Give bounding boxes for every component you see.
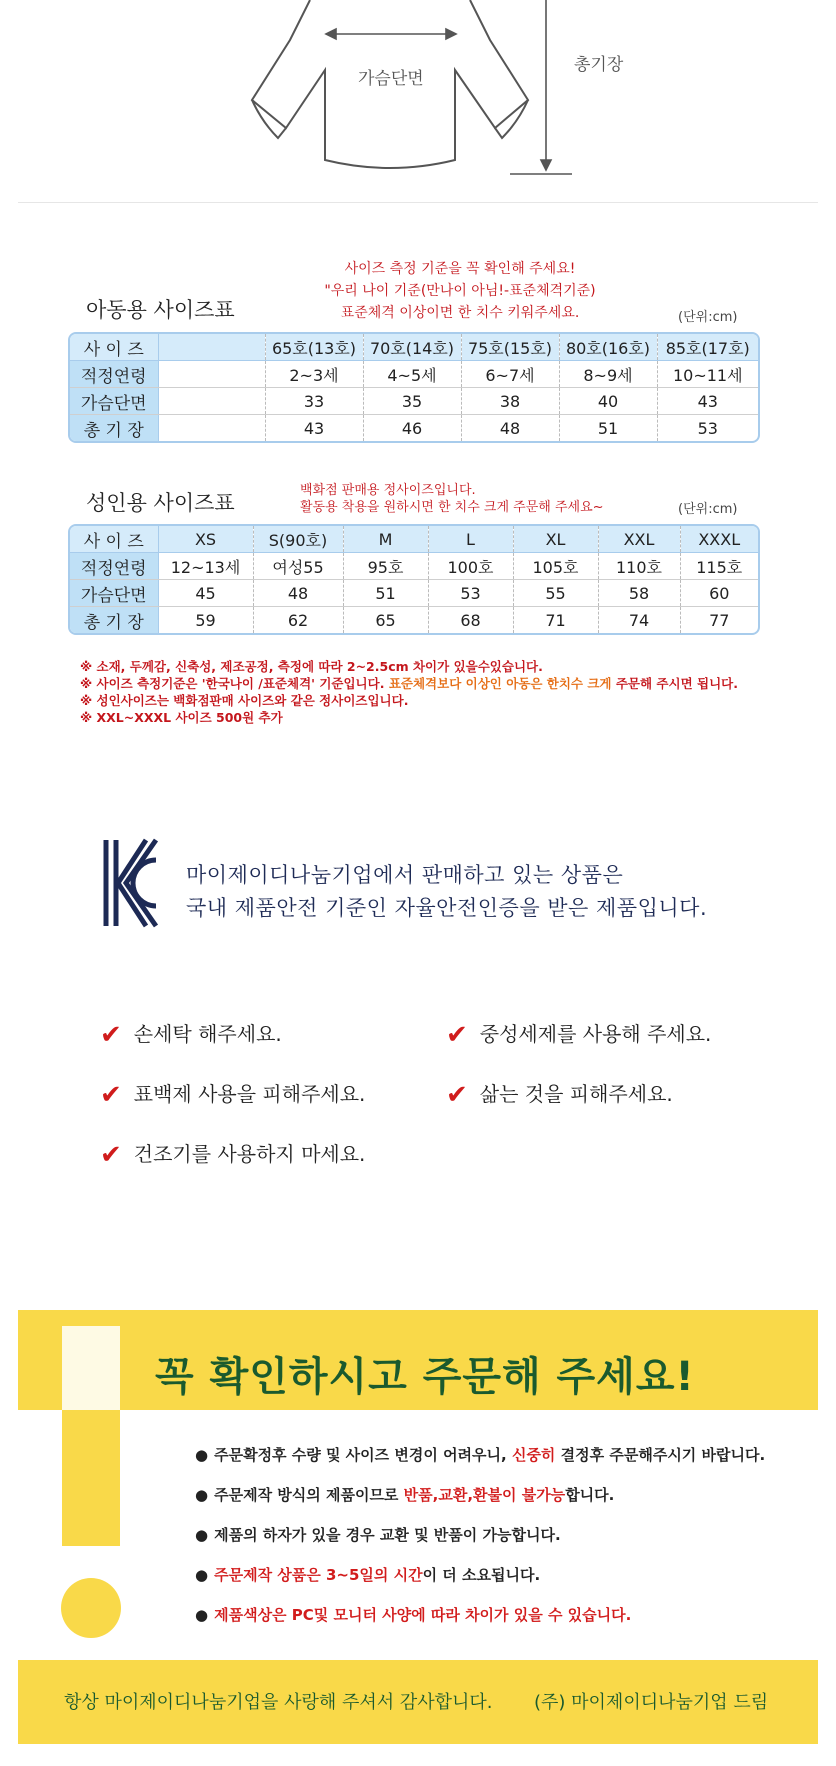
notice-highlight: 반품,교환,환불이 불가능 [403, 1486, 566, 1504]
notice-item [195, 1604, 631, 1625]
table-cell: 74 [598, 607, 680, 634]
footnote-part: ※ 사이즈 측정기준은 '한국나이 /표준체격' 기준입니다. [80, 676, 389, 691]
blank-cell [158, 361, 265, 388]
kids-size-table [70, 334, 758, 441]
row-header: 적정연령 [70, 553, 158, 580]
kids-notice-line: 사이즈 측정 기준을 꼭 확인해 주세요! [344, 261, 576, 277]
size-header: 85호(17호) [657, 334, 758, 361]
adult-notice-line: 활동용 착용을 원하시면 한 치수 크게 주문해 주세요~ [300, 500, 604, 515]
table-cell: 105호 [513, 553, 598, 580]
size-header: XS [158, 526, 253, 553]
care-item [100, 1138, 365, 1170]
blank-cell [158, 415, 265, 442]
chest-arrow [326, 29, 456, 39]
row-header: 총 기 장 [70, 415, 158, 442]
table-cell: 8~9세 [559, 361, 657, 388]
adult-size-title: 성인용 사이즈표 [86, 491, 235, 515]
checkmark-icon: ✔ [100, 1020, 122, 1050]
table-cell: 45 [158, 580, 253, 607]
table-cell: 46 [363, 415, 461, 442]
notice-text: 결정후 주문해주시기 바랍니다. [555, 1446, 766, 1464]
table-row [70, 388, 758, 415]
table-cell: 59 [158, 607, 253, 634]
notice-highlight: 제품색상은 PC및 모니터 사양에 따라 차이가 있을 수 있습니다. [214, 1606, 632, 1624]
table-row [70, 334, 758, 361]
size-header: XL [513, 526, 598, 553]
table-cell: 71 [513, 607, 598, 634]
table-row [70, 415, 758, 442]
table-cell: 12~13세 [158, 553, 253, 580]
row-header: 사 이 즈 [70, 526, 158, 553]
notice-title: 꼭 확인하시고 주문해 주세요! [155, 1354, 695, 1400]
table-cell: 40 [559, 388, 657, 415]
table-cell: 48 [461, 415, 559, 442]
kc-line-2: 국내 제품안전 기준인 자율안전인증을 받은 제품입니다. [186, 896, 708, 920]
care-label: 중성세제를 사용해 주세요. [479, 1022, 712, 1046]
footnote-highlight: 표준체격보다 이상인 아동은 한치수 크게 [388, 676, 616, 691]
kc-mark-icon [102, 836, 160, 930]
checkmark-icon: ✔ [446, 1080, 468, 1110]
table-cell: 6~7세 [461, 361, 559, 388]
table-cell: 65 [343, 607, 428, 634]
adult-unit-label: (단위:cm) [678, 502, 738, 517]
footnote [80, 675, 738, 692]
footnote: ※ XXL~XXXL 사이즈 500원 추가 [80, 710, 283, 725]
notice-item [195, 1564, 540, 1585]
bullet-icon: ● [195, 1606, 209, 1624]
table-row [70, 553, 758, 580]
table-cell: 53 [428, 580, 513, 607]
company-signature: (주) 마이제이디나눔기업 드림 [534, 1692, 769, 1713]
table-cell: 38 [461, 388, 559, 415]
notice-text: 이 더 소요됩니다. [422, 1566, 541, 1584]
divider [18, 202, 818, 203]
blank-cell [158, 334, 265, 361]
table-row [70, 580, 758, 607]
table-cell: 58 [598, 580, 680, 607]
care-item [446, 1018, 711, 1050]
notice-item [195, 1484, 614, 1505]
footnote: ※ 성인사이즈는 백화점판매 사이즈와 같은 정사이즈입니다. [80, 693, 409, 708]
bullet-icon: ● [195, 1566, 209, 1584]
kids-size-title: 아동용 사이즈표 [86, 298, 235, 322]
checkmark-icon: ✔ [446, 1020, 468, 1050]
table-row [70, 361, 758, 388]
size-header: 65호(13호) [265, 334, 363, 361]
care-item [100, 1018, 282, 1050]
table-cell: 77 [709, 610, 730, 630]
size-header: XXL [598, 526, 680, 553]
notice-text: 제품의 하자가 있을 경우 교환 및 반품이 가능합니다. [214, 1526, 561, 1544]
table-cell: 55 [513, 580, 598, 607]
size-header: XXXL [680, 526, 758, 553]
table-row [70, 607, 758, 634]
garment-diagram [0, 0, 836, 200]
kids-size-notice [250, 258, 670, 324]
right-cuff [495, 100, 528, 138]
kids-notice-line: 표준체격 이상이면 한 치수 키워주세요. [340, 305, 580, 321]
row-header: 사 이 즈 [70, 334, 158, 361]
exclamation-icon [56, 1326, 126, 1646]
care-label: 표백제 사용을 피해주세요. [133, 1082, 366, 1106]
notice-text: 합니다. [565, 1486, 615, 1504]
notice-item [195, 1524, 561, 1545]
notice-text: 주문제작 방식의 제품이므로 [214, 1486, 404, 1504]
care-label: 손세탁 해주세요. [133, 1022, 282, 1046]
size-header: M [343, 526, 428, 553]
table-cell: 4~5세 [363, 361, 461, 388]
blank-cell [158, 388, 265, 415]
footnote: ※ 소재, 두께감, 신축성, 제조공정, 측정에 따라 2~2.5cm 차이가 있을수있습니다. [80, 659, 543, 674]
table-cell: 여성55 [253, 553, 343, 580]
table-cell: 68 [428, 607, 513, 634]
adult-size-notice [300, 482, 660, 516]
adult-size-table [70, 526, 758, 633]
row-header: 총 기 장 [70, 607, 158, 634]
table-cell: 43 [657, 388, 758, 415]
notice-highlight: 신중히 [511, 1446, 556, 1464]
care-label: 삶는 것을 피해주세요. [479, 1082, 673, 1106]
chest-label: 가슴단면 [358, 69, 424, 89]
table-row [70, 526, 758, 553]
care-label: 건조기를 사용하지 마세요. [133, 1142, 366, 1166]
notice-text: 주문확정후 수량 및 사이즈 변경이 어려우니, [214, 1446, 512, 1464]
table-cell: 100호 [428, 553, 513, 580]
row-header: 가슴단면 [70, 580, 158, 607]
size-header: 80호(16호) [559, 334, 657, 361]
notice-item [195, 1444, 765, 1465]
row-header: 가슴단면 [70, 388, 158, 415]
thanks-message: 항상 마이제이디나눔기업을 사랑해 주셔서 감사합니다. [64, 1692, 493, 1713]
length-label: 총기장 [574, 55, 624, 75]
size-header: 75호(15호) [461, 334, 559, 361]
table-cell: 35 [363, 388, 461, 415]
footnote-part: 주문해 주시면 됩니다. [615, 676, 738, 691]
table-cell: 60 [680, 580, 758, 607]
size-header: L [428, 526, 513, 553]
table-cell: 110호 [598, 553, 680, 580]
table-cell: 43 [265, 415, 363, 442]
table-cell: 33 [265, 388, 363, 415]
checkmark-icon: ✔ [100, 1080, 122, 1110]
care-item [100, 1078, 365, 1110]
size-header: 70호(14호) [363, 334, 461, 361]
kids-unit-label: (단위:cm) [678, 310, 738, 325]
table-cell: 51 [343, 580, 428, 607]
row-header: 적정연령 [70, 361, 158, 388]
notice-highlight: 주문제작 상품은 3~5일의 시간 [214, 1566, 423, 1584]
table-cell: 115호 [680, 553, 758, 580]
table-cell: 95호 [343, 553, 428, 580]
table-cell: 48 [253, 580, 343, 607]
table-cell: 51 [559, 415, 657, 442]
care-item [446, 1078, 673, 1110]
table-cell: 53 [697, 418, 718, 438]
kc-line-1: 마이제이디나눔기업에서 판매하고 있는 상품은 [186, 863, 624, 887]
size-header: S(90호) [253, 526, 343, 553]
adult-notice-line: 백화점 판매용 정사이즈입니다. [300, 483, 476, 498]
checkmark-icon: ✔ [100, 1140, 122, 1170]
left-cuff [252, 100, 286, 138]
kids-notice-line: "우리 나이 기준(만나이 아님!-표준체격기준) [324, 283, 596, 299]
bullet-icon: ● [195, 1446, 209, 1464]
table-cell: 10~11세 [657, 361, 758, 388]
bullet-icon: ● [195, 1486, 209, 1504]
bullet-icon: ● [195, 1526, 209, 1544]
table-cell: 2~3세 [265, 361, 363, 388]
size-footnotes [80, 658, 738, 726]
table-cell: 62 [253, 607, 343, 634]
